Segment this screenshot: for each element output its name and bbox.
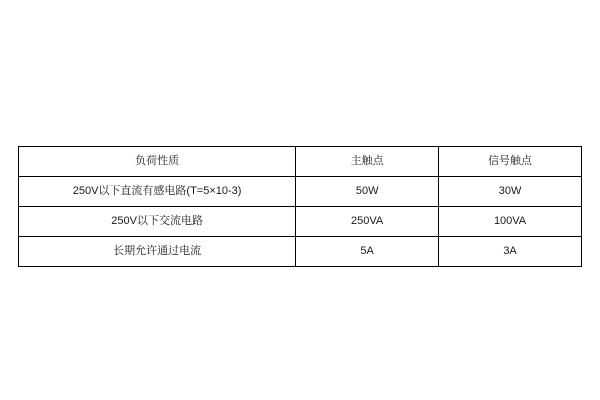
table-cell-signal-contact: 100VA — [439, 207, 582, 237]
table-row — [19, 177, 582, 207]
table-cell-main-contact: 5A — [296, 237, 439, 267]
table-header-main-contact: 主触点 — [296, 147, 439, 177]
table-header-row — [19, 147, 582, 177]
table-cell-main-contact: 250VA — [296, 207, 439, 237]
table-header-signal-contact: 信号触点 — [439, 147, 582, 177]
table-row — [19, 237, 582, 267]
table-cell-load-nature: 250V以下交流电路 — [19, 207, 296, 237]
contact-capacity-table — [18, 146, 582, 267]
table-cell-load-nature: 长期允许通过电流 — [19, 237, 296, 267]
spec-table-container — [18, 146, 582, 267]
table-cell-main-contact: 50W — [296, 177, 439, 207]
table-cell-signal-contact: 3A — [439, 237, 582, 267]
table-cell-load-nature: 250V以下直流有感电路(T=5×10-3) — [19, 177, 296, 207]
table-row — [19, 207, 582, 237]
table-cell-signal-contact: 30W — [439, 177, 582, 207]
table-header-load-nature: 负荷性质 — [19, 147, 296, 177]
